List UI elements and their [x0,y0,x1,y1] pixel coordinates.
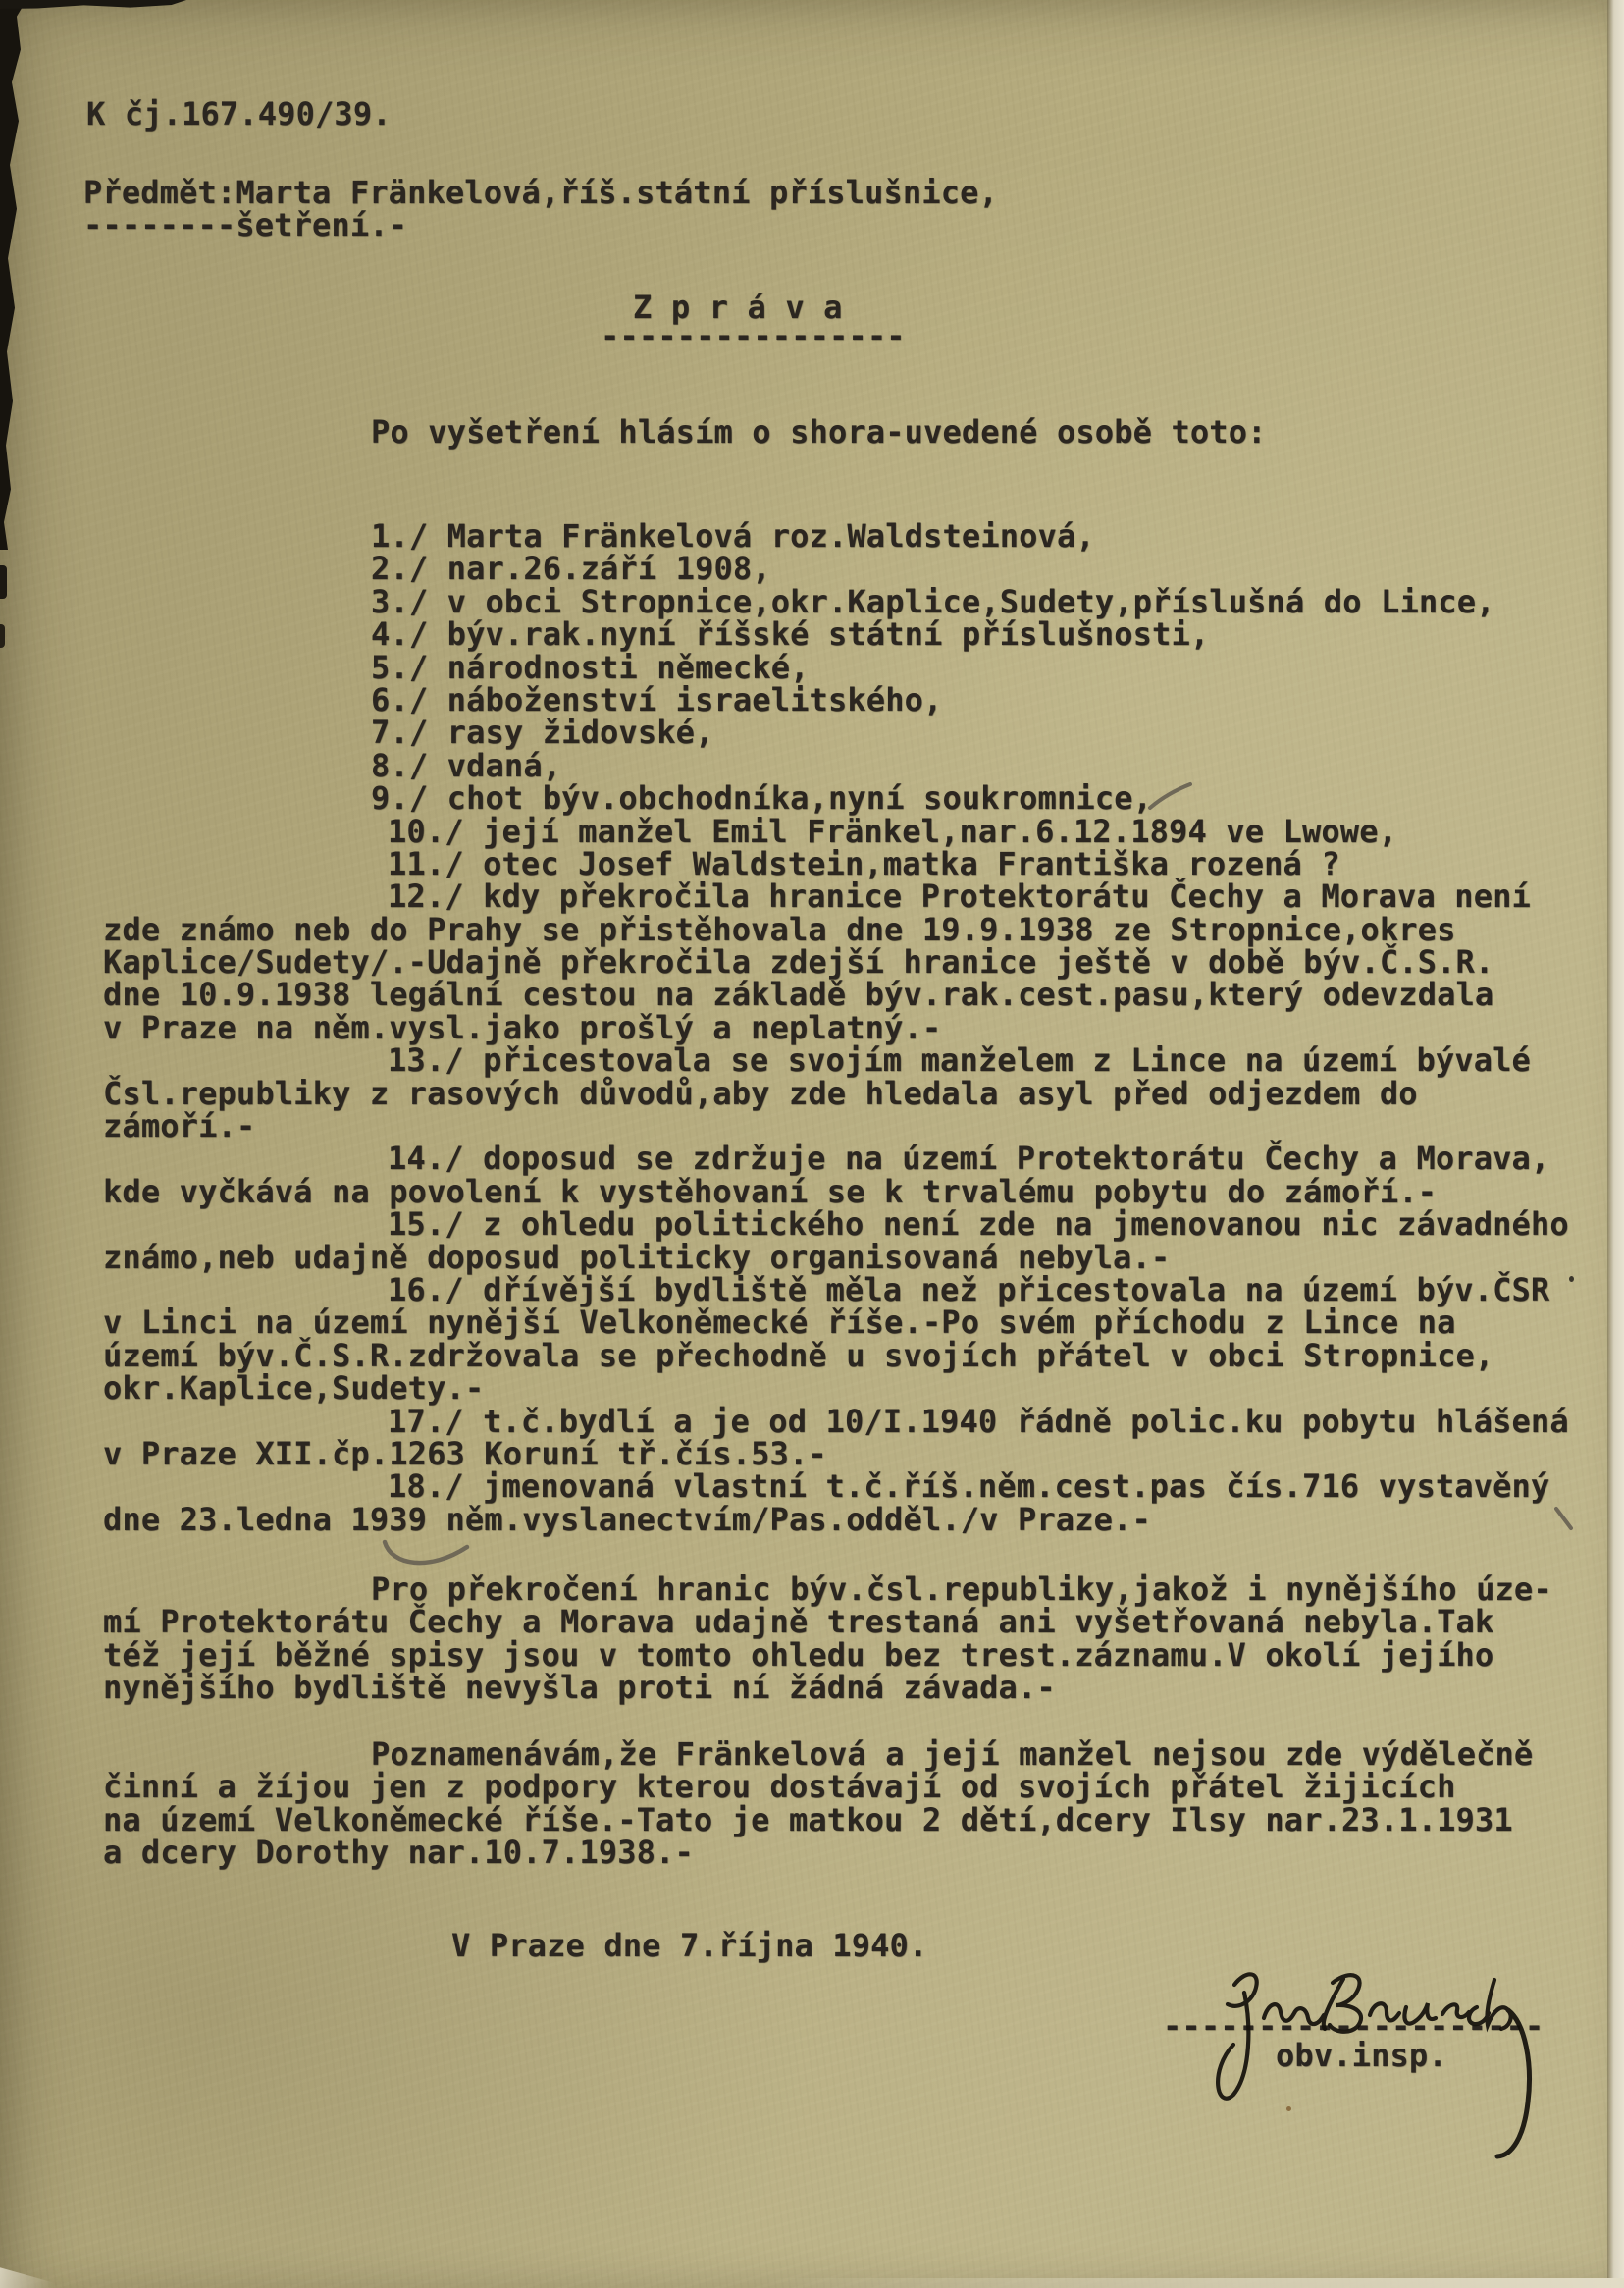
report-line: 1./ Marta Fränkelová roz.Waldsteinová, [371,517,1095,555]
paragraph-line: a dcery Dorothy nar.10.7.1938.- [103,1834,694,1872]
report-line: 7./ rasy židovské, [371,714,714,752]
report-line: 13./ přicestovala se svojím manželem z Lince na území bývalé [388,1041,1531,1080]
report-line: Čsl.republiky z rasových důvodů,aby zde hledala asyl před odjezdem do [103,1074,1418,1112]
date-place-line: V Praze dne 7.října 1940. [451,1927,928,1964]
report-line: zámoří.- [103,1107,256,1145]
report-title: Z p r á v a [633,289,843,326]
paragraph-line: Poznamenávám,že Fränkelová a její manžel nejsou zde výdělečně [371,1735,1534,1773]
paragraph-line: mí Protektorátu Čechy a Morava udajně trestaná ani vyšetřovaná nebyla.Tak [103,1603,1494,1641]
paragraph-line: též její běžné spisy jsou v tomto ohledu bez trest.záznamu.V okolí jejího [103,1635,1494,1674]
report-line: 2./ nar.26.září 1908, [371,550,771,588]
report-line: 12./ kdy překročila hranice Protektorátu Čechy a Morava není [388,878,1531,916]
report-line: dne 23.ledna 1939 něm.vyslanectvím/Pas.odděl./v Praze.- [103,1500,1151,1538]
report-line: 9./ chot býv.obchodníka,nyní soukromnice, [371,779,1153,818]
intro-sentence: Po vyšetření hlásím o shora-uvedené osobě toto: [371,413,1267,451]
report-line: dne 10.9.1938 legální cestou na základě býv.rak.cest.pasu,který odevzdala [103,976,1494,1014]
report-line: zde známo neb do Prahy se přistěhovala dne 19.9.1938 ze Stropnice,okres [103,910,1456,948]
report-line: 14./ doposud se zdržuje na území Protektorátu Čechy a Morava, [388,1140,1550,1178]
report-line: 15./ z ohledu politického není zde na jmenovanou nic závadného [388,1205,1569,1244]
paragraph-line: na území Velkoněmecké říše.-Tato je matkou 2 dětí,dcery Ilsy nar.23.1.1931 [103,1800,1513,1838]
signature-dashed-rule: -------------------- [1163,2007,1545,2045]
pencil-check-mark [1150,784,1190,808]
reference-number: K čj.167.490/39. [86,95,392,133]
report-line: 17./ t.č.bydlí a je od 10/I.1940 řádně polic.ku pobytu hlášená [388,1402,1569,1440]
paragraph-line: nynějšího bydliště nevyšla proti ní žádná závada.- [103,1669,1056,1707]
report-line: v Praze XII.čp.1263 Koruní tř.čís.53.- [103,1434,827,1472]
report-line: 3./ v obci Stropnice,okr.Kaplice,Sudety,příslušná do Lince, [371,582,1495,620]
paragraph-line: činní a žíjou jen z podpory kterou dostávají od svojích přátel žijicích [103,1768,1456,1806]
subject-underline-line: --------šetření.- [83,206,408,243]
pencil-slash-mark [1556,1509,1571,1528]
title-dashed-rule: ---------------- [601,317,906,354]
report-line: kde vyčkává na povolení k vystěhovaní se k trvalému pobytu do zámoří.- [103,1172,1438,1210]
report-line: 5./ národnosti německé, [371,648,810,686]
report-line: 4./ býv.rak.nyní říšské státní příslušnosti, [371,615,1210,654]
report-line: 8./ vdaná, [371,746,562,784]
report-line: 16./ dřívější bydliště měla než přicestovala na území býv.ČSR [388,1270,1550,1308]
report-line: známo,neb udajně doposud politicky organisovaná nebyla.- [103,1238,1171,1276]
pencil-arc-mark [385,1542,467,1563]
report-line: okr.Kaplice,Sudety.- [103,1369,485,1408]
report-line: území býv.Č.S.R.zdržovala se přechodně u svojích přátel v obci Stropnice, [103,1336,1494,1374]
report-line: v Praze na něm.vysl.jako prošlý a neplatný.- [103,1008,942,1046]
paragraph-line: Pro překročení hranic býv.čsl.republiky,jakož i nynějšího úze- [371,1570,1552,1608]
report-line: 18./ jmenovaná vlastní t.č.říš.něm.cest.pas čís.716 vystavěný [388,1467,1550,1506]
report-line: 10./ její manžel Emil Fränkel,nar.6.12.1894 ve Lwowe, [388,812,1398,850]
report-line: 11./ otec Josef Waldstein,matka Františka rozená ? [388,844,1340,882]
subject-line: Předmět:Marta Fränkelová,říš.státní příslušnice, [83,174,998,211]
report-line: 6./ náboženství israelitského, [371,680,943,718]
report-line: Kaplice/Sudety/.-Udajně překročila zdejší hranice ještě v době býv.Č.S.R. [103,943,1494,982]
signer-rank-label: obv.insp. [1276,2037,1447,2074]
report-line: v Linci na území nynější Velkoněmecké říše.-Po svém příchodu z Lince na [103,1304,1456,1342]
